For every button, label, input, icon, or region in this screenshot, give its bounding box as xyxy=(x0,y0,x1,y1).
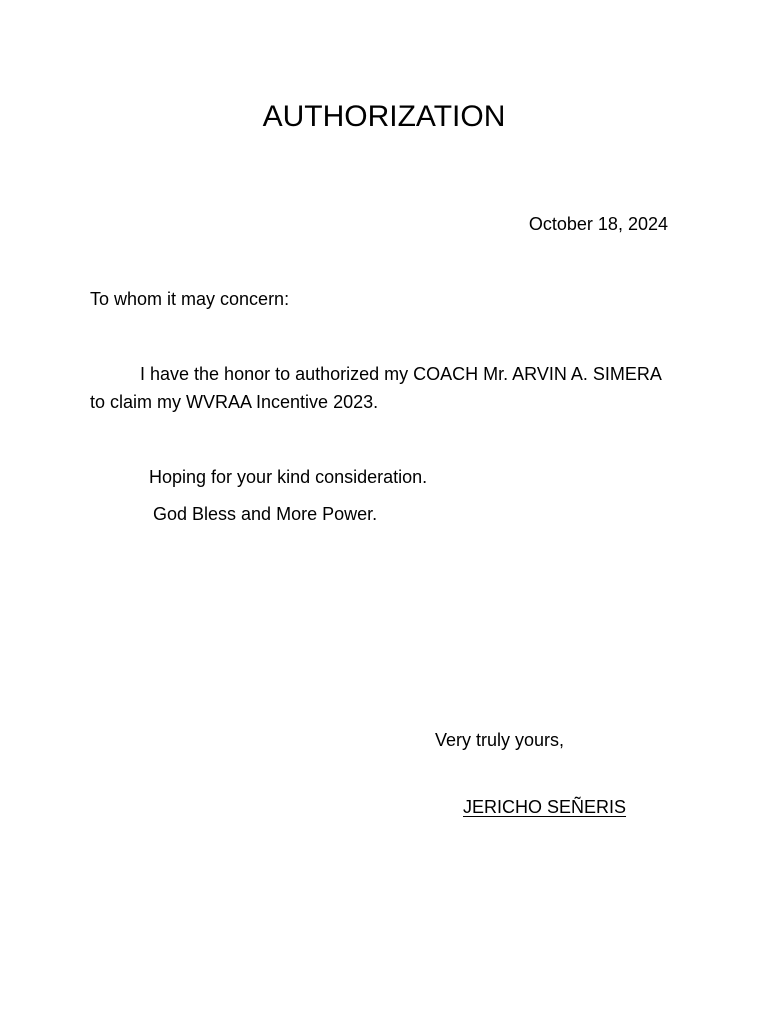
signature-name: JERICHO SEÑERIS xyxy=(463,797,627,817)
document-title: AUTHORIZATION xyxy=(262,100,506,133)
blessing-line: God Bless and More Power. xyxy=(153,504,378,524)
consideration-line: Hoping for your kind consideration. xyxy=(149,467,428,487)
body-text-line-2: to claim my WVRAA Incentive 2023. xyxy=(90,392,379,412)
letter-salutation: To whom it may concern: xyxy=(90,289,290,309)
body-text-line-1: I have the honor to authorized my COACH Mr. ARVIN A. SIMERA xyxy=(140,364,662,384)
letter-date: October 18, 2024 xyxy=(528,214,668,234)
closing-line: Very truly yours, xyxy=(435,730,565,750)
